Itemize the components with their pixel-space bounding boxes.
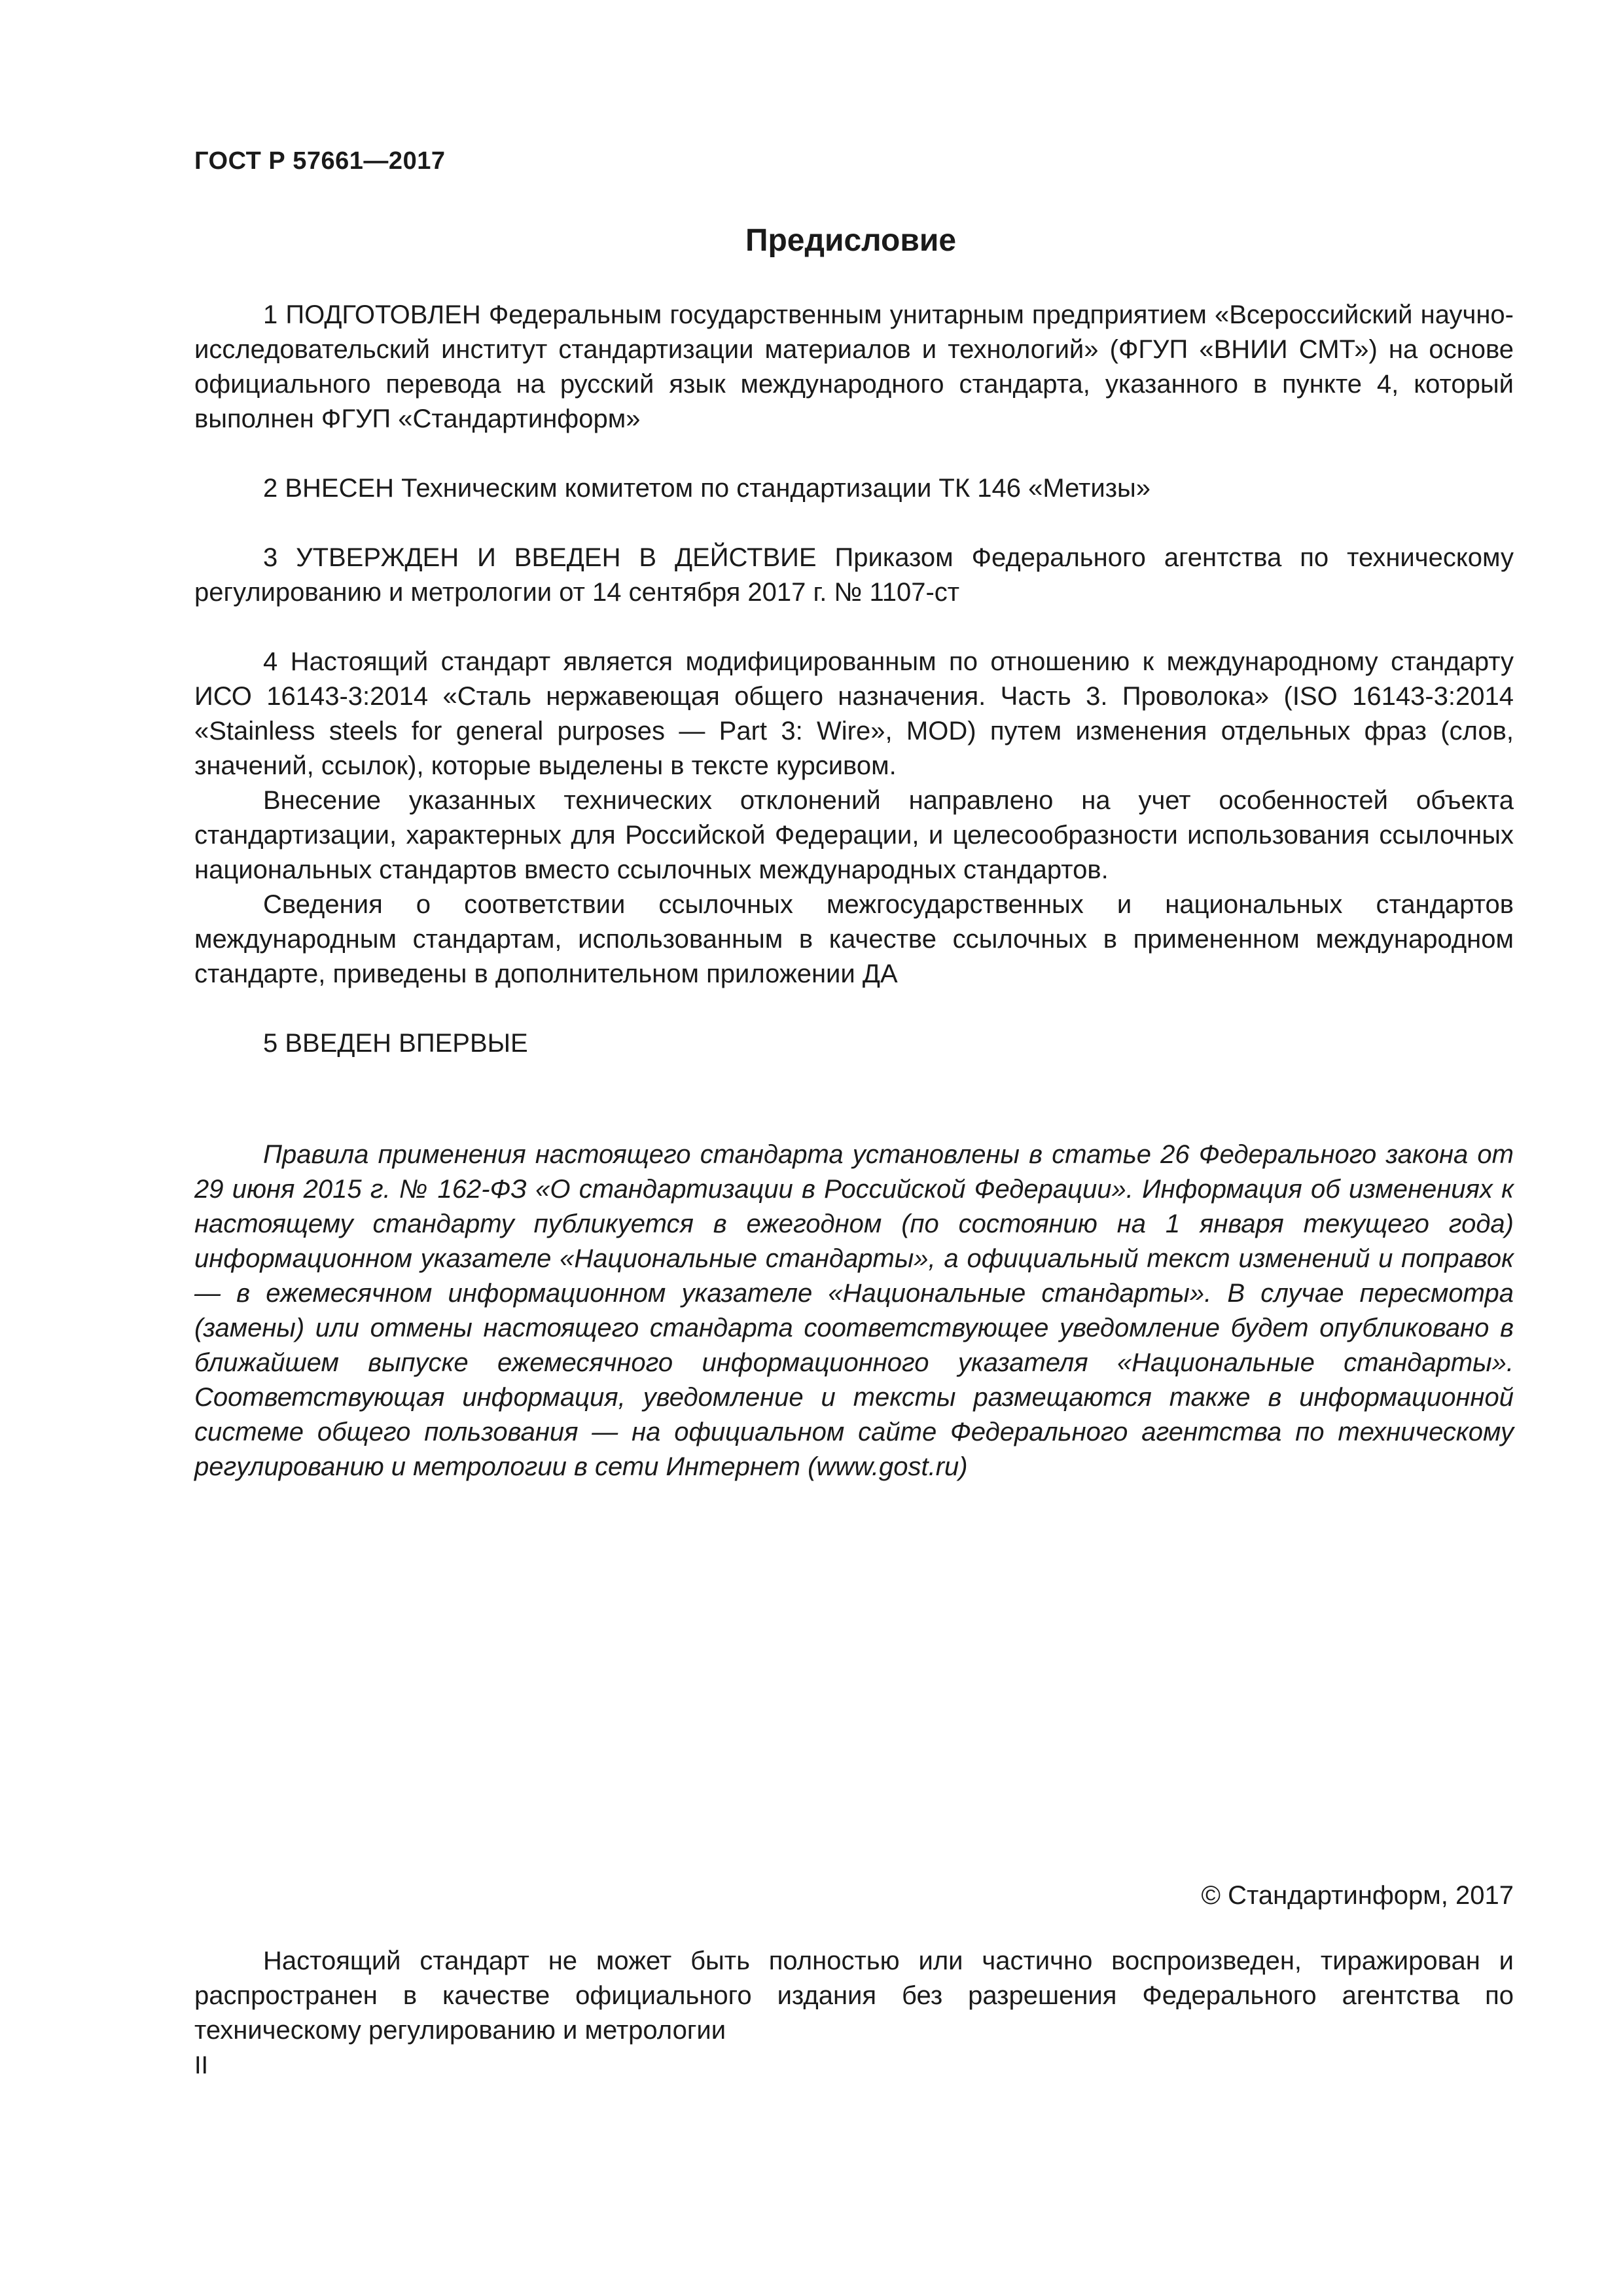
document-number: ГОСТ Р 57661—2017 [194, 147, 446, 175]
reproduction-notice: Настоящий стандарт не может быть полностью или частично воспроизведен, тиражирован и распространен в качестве официального издания без разрешения Федерального агентства по техническому регулированию и метрологии [194, 1946, 1514, 2045]
page-number: II [194, 2052, 209, 2079]
application-rules-text: Правила применения настоящего стандарта установлены в статье 26 Федерального закона от 29 июня 2015 г. № 162-ФЗ «О стандартизации в Российской Федерации». Информация об изменениях к настоящему стандарту публикуется в ежегодном (по состоянию на 1 января текущего года) информационном указателе «Национальные стандарты», а официальный текст изменений и поправок — в ежемесячном информационном указателе «Национальные стандарты». В случае пересмотра (замены) или отмены настоящего стандарта соответствующее уведомление будет опубликовано в ближайшем выпуске ежемесячного информационного указателя «Национальные стандарты». Соответствующая информация, уведомление и тексты размещаются также в информационной системе общего пользования — на официальном сайте Федерального агентства по техническому регулированию и метрологии в сети Интернет (www.gost.ru) [194, 1140, 1514, 1481]
page-title: Предисловие [745, 223, 957, 258]
paragraph-introduced-first: 5 ВВЕДЕН ВПЕРВЫЕ [263, 1029, 528, 1058]
paragraph-references: Сведения о соответствии ссылочных межгосударственных и национальных стандартов международным стандартам, использованным в качестве ссылочных в примененном международном стандарте, приведены в дополнительном приложении ДА [194, 890, 1514, 988]
paragraph-prepared-by: 1 ПОДГОТОВЛЕН Федеральным государственным унитарным предприятием «Всероссийский научно-исследовательский институт стандартизации материалов и технологий» (ФГУП «ВНИИ СМТ») на основе официального перевода на русский язык международного стандарта, указанного в пункте 4, который выполнен ФГУП «Стандартинформ» [194, 300, 1514, 433]
paragraph-modification: 4 Настоящий стандарт является модифицированным по отношению к международному стандарту ИСО 16143-3:2014 «Сталь нержавеющая общего назначения. Часть 3. Проволока» (ISO 16143-3:2014 «Stainless steels for general purposes — Part 3: Wire», MOD) путем изменения отдельных фраз (слов, значений, ссылок), которые выделены в тексте курсивом. [194, 647, 1514, 780]
paragraph-approved: 3 УТВЕРЖДЕН И ВВЕДЕН В ДЕЙСТВИЕ Приказом Федерального агентства по техническому регулированию и метрологии от 14 сентября 2017 г. № 1107-ст [194, 543, 1514, 607]
paragraph-deviations: Внесение указанных технических отклонений направлено на учет особенностей объекта стандартизации, характерных для Российской Федерации, и целесообразности использования ссылочных национальных стандартов вместо ссылочных международных стандартов. [194, 786, 1514, 884]
foreword-content [194, 298, 1514, 1061]
copyright-notice: © Стандартинформ, 2017 [1201, 1881, 1514, 1910]
paragraph-submitted-by: 2 ВНЕСЕН Техническим комитетом по стандартизации ТК 146 «Метизы» [263, 474, 1151, 503]
